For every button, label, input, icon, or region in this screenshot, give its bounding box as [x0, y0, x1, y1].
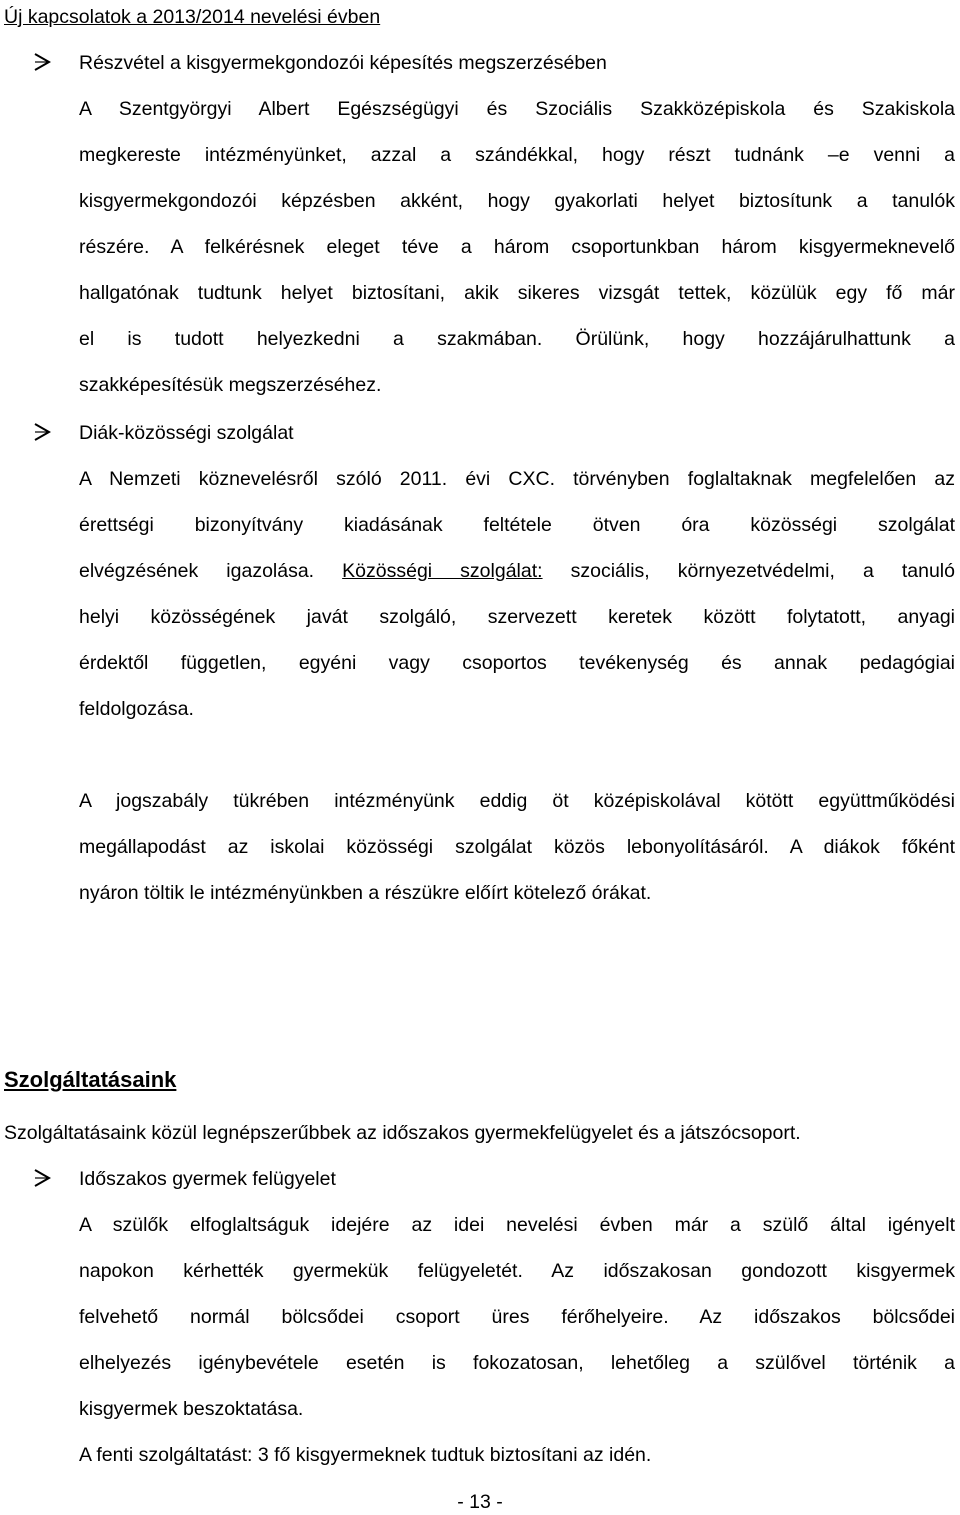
arrow-bullet-icon	[33, 1168, 51, 1188]
paragraph-line: nyáron töltik le intézményünkben a részükre előírt kötelező órákat.	[79, 882, 652, 904]
paragraph-line: részére. A felkérésnek eleget téve a három csoportunkban három kisgyermeknevelő	[79, 236, 955, 258]
bullet-label-qualification: Részvétel a kisgyermekgondozói képesítés megszerzésében	[79, 52, 607, 74]
services-intro: Szolgáltatásaink közül legnépszerűbbek az időszakos gyermekfelügyelet és a játszócsoport.	[4, 1122, 801, 1144]
paragraph-line: A szülők elfoglaltságuk idejére az idei nevelési évben már a szülő által igényelt	[79, 1214, 955, 1236]
paragraph-text: szociális, környezetvédelmi, a tanuló	[570, 560, 955, 582]
arrow-bullet-icon	[33, 422, 51, 442]
paragraph-line: elhelyezés igénybevétele esetén is fokozatosan, lehetőleg a szülővel történik a	[79, 1352, 955, 1374]
paragraph-line: felvehető normál bölcsődei csoport üres férőhelyeire. Az időszakos bölcsődei	[79, 1306, 955, 1328]
section-title-services: Szolgáltatásaink	[4, 1067, 177, 1092]
paragraph-line: A Szentgyörgyi Albert Egészségügyi és Szociális Szakközépiskola és Szakiskola	[79, 98, 955, 120]
paragraph-text: elvégzésének igazolása.	[79, 560, 315, 582]
paragraph-line: helyi közösségének javát szolgáló, szervezett keretek között folytatott, anyagi	[79, 606, 955, 628]
paragraph-line: hallgatónak tudtunk helyet biztosítani, akik sikeres vizsgát tettek, közülük egy fő már	[79, 282, 955, 304]
paragraph-line: érettségi bizonyítvány kiadásának feltétele ötven óra közösségi szolgálat	[79, 514, 955, 536]
paragraph-line: A jogszabály tükrében intézményünk eddig öt középiskolával kötött együttműködési	[79, 790, 955, 812]
paragraph-line: kisgyermek beszoktatása.	[79, 1398, 304, 1420]
arrow-bullet-icon	[33, 52, 51, 72]
page-number: - 13 -	[457, 1491, 503, 1513]
paragraph-line: feldolgozása.	[79, 698, 194, 720]
paragraph-line-with-term	[79, 558, 955, 584]
bullet-label-childcare: Időszakos gyermek felügyelet	[79, 1168, 336, 1190]
paragraph-line: megállapodást az iskolai közösségi szolgálat közös lebonyolításáról. A diákok főként	[79, 836, 955, 858]
section-title-new-contacts: Új kapcsolatok a 2013/2014 nevelési évben	[4, 6, 381, 28]
paragraph-line: érdektől független, egyéni vagy csoportos tevékenység és annak pedagógiai	[79, 652, 955, 674]
closing-line: A fenti szolgáltatást: 3 fő kisgyermeknek tudtuk biztosítani az idén.	[79, 1444, 652, 1466]
paragraph-line: kisgyermekgondozói képzésben akként, hogy gyakorlati helyet biztosítunk a tanulók	[79, 190, 955, 212]
paragraph-line: A Nemzeti köznevelésről szóló 2011. évi CXC. törvényben foglaltaknak megfelelően az	[79, 468, 955, 490]
defined-term: Közösségi szolgálat:	[342, 560, 543, 582]
paragraph-line: szakképesítésük megszerzéséhez.	[79, 374, 382, 396]
paragraph-line: el is tudott helyezkedni a szakmában. Örülünk, hogy hozzájárulhattunk a	[79, 328, 955, 350]
paragraph-line: napokon kérhették gyermekük felügyeletét. Az időszakosan gondozott kisgyermek	[79, 1260, 955, 1282]
bullet-label-community-service: Diák-közösségi szolgálat	[79, 422, 294, 444]
paragraph-line: megkereste intézményünket, azzal a szándékkal, hogy részt tudnánk –e venni a	[79, 144, 955, 166]
